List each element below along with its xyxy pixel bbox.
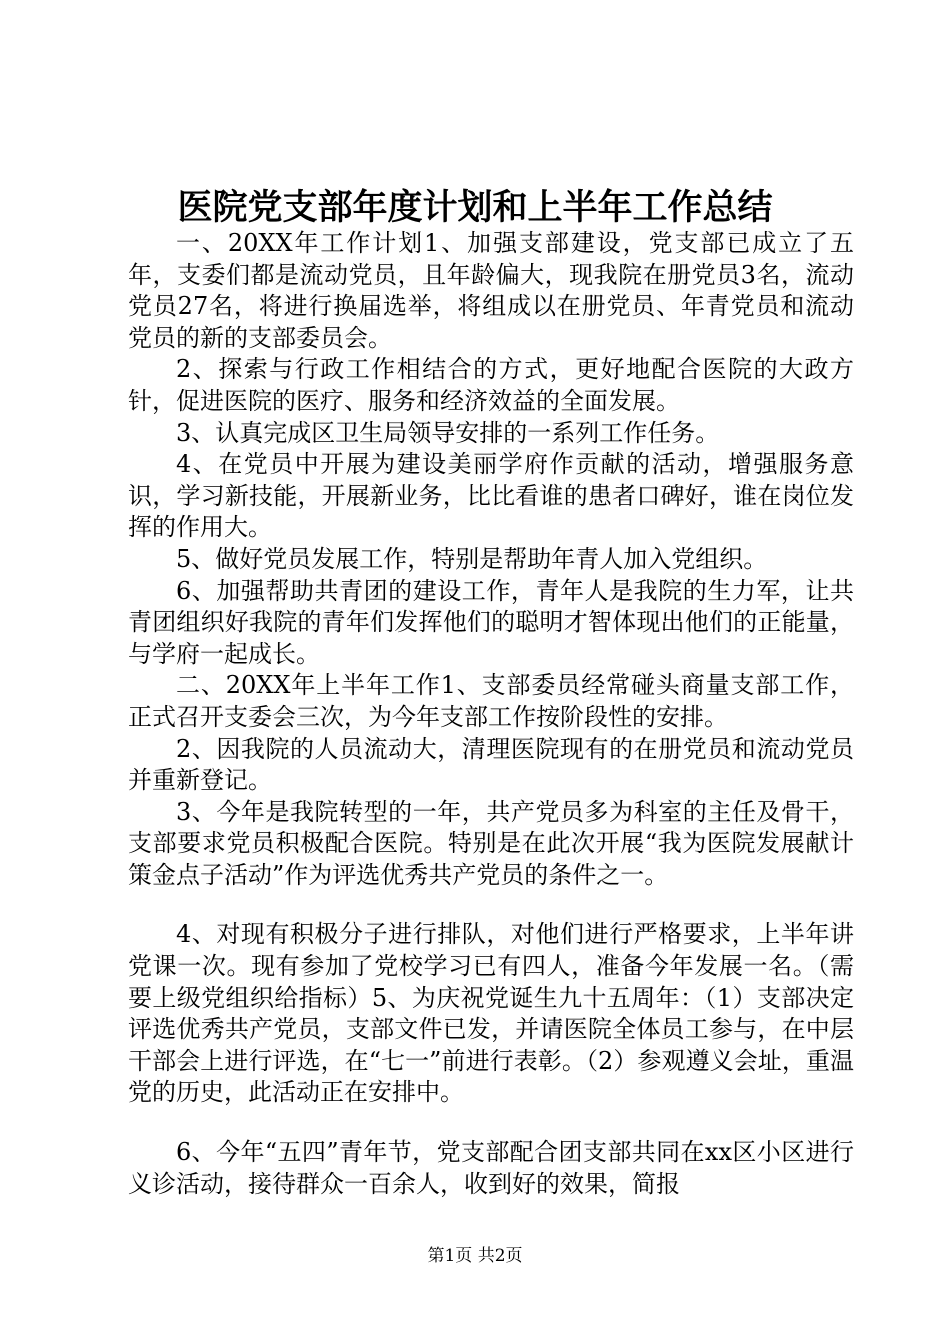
paragraph-plan-4: 4、在党员中开展为建设美丽学府作贡献的活动，增强服务意识，学习新技能，开展新业务，比比看谁的患者口碑好，谁在岗位发挥的作用大。: [128, 450, 854, 542]
paragraph-work-2: 2、因我院的人员流动大，清理医院现有的在册党员和流动党员并重新登记。: [128, 734, 854, 795]
paragraph-work-4-5: 4、对现有积极分子进行排队，对他们进行严格要求，上半年讲党课一次。现有参加了党校学习已有四人，准备今年发展一名。（需要上级党组织给指标）5、为庆祝党诞生九十五周年：（1）支部决定评选优秀共产党员，支部文件已发，并请医院全体员工参与，在中层干部会上进行评选，在“七一”前进行表彰。（2）参观遵义会址，重温党的历史，此活动正在安排中。: [128, 920, 854, 1107]
paragraph-plan-3: 3、认真完成区卫生局领导安排的一系列工作任务。: [176, 418, 720, 447]
page-footer: 第1页 共2页: [427, 1246, 523, 1266]
paragraph-gap: [128, 891, 854, 919]
paragraph-plan-5: 5、做好党员发展工作，特别是帮助年青人加入党组织。: [176, 544, 768, 573]
document-body: [128, 228, 854, 1200]
paragraph-plan-1: 一、20XX年工作计划1、加强支部建设，党支部已成立了五年，支委们都是流动党员，且年龄偏大，现我院在册党员3名，流动党员27名，将进行换届选举，将组成以在册党员、年青党员和流动党员的新的支部委员会。: [128, 229, 854, 352]
paragraph-plan-2: 2、探索与行政工作相结合的方式，更好地配合医院的大政方针，促进医院的医疗、服务和经济效益的全面发展。: [128, 355, 854, 415]
paragraph-plan-6: 6、加强帮助共青团的建设工作，青年人是我院的生力军，让共青团组织好我院的青年们发挥他们的聪明才智体现出他们的正能量，与学府一起成长。: [128, 576, 854, 668]
paragraph-work-1: 二、20XX年上半年工作1、支部委员经常碰头商量支部工作，正式召开支委会三次，为今年支部工作按阶段性的安排。: [128, 671, 854, 731]
paragraph-work-3: 3、今年是我院转型的一年，共产党员多为科室的主任及骨干，支部要求党员积极配合医院。特别是在此次开展“我为医院发展献计策金点子活动”作为评选优秀共产党员的条件之一。: [128, 797, 854, 889]
paragraph-work-6: 6、今年“五四”青年节，党支部配合团支部共同在xx区小区进行义诊活动，接待群众一百余人，收到好的效果，简报: [128, 1138, 854, 1198]
paragraph-gap: [128, 1109, 854, 1137]
document-title: 医院党支部年度计划和上半年工作总结: [177, 188, 773, 228]
